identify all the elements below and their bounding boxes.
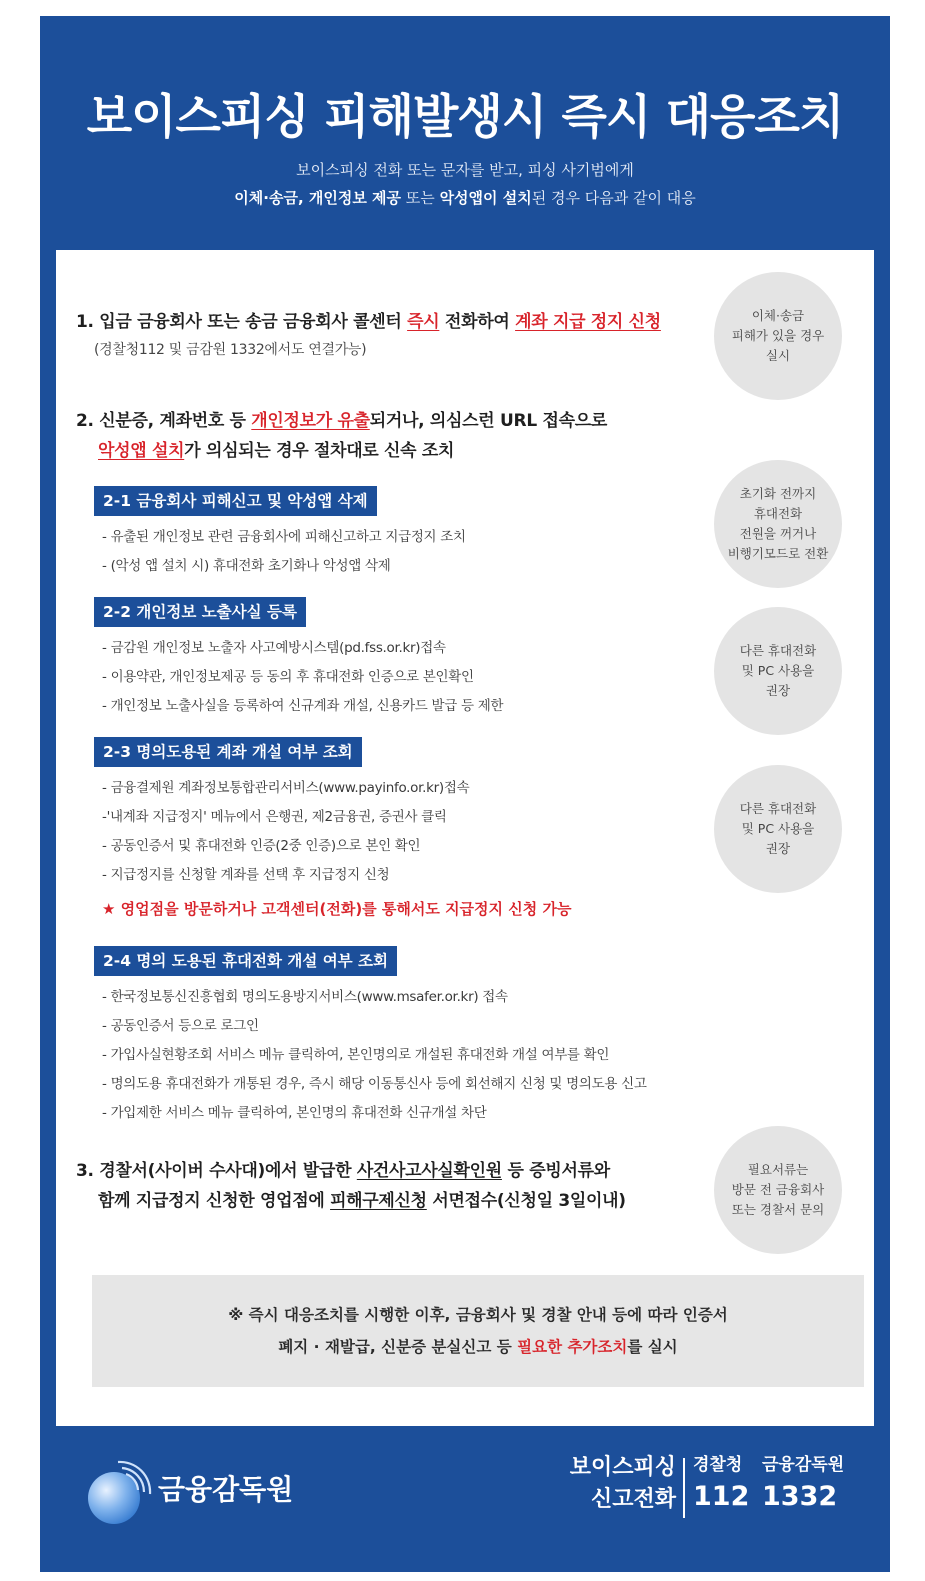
section-2-3-star-note: ★ 영업점을 방문하거나 고객센터(전화)를 통해서도 지급정지 신청 가능 xyxy=(102,900,572,918)
notice-line-2: 폐지 · 재발급, 신분증 분실신고 등 필요한 추가조치를 실시 xyxy=(278,1338,678,1356)
list-item: - (악성 앱 설치 시) 휴대전화 초기화나 악성앱 삭제 xyxy=(102,558,391,574)
page-title: 보이스피싱 피해발생시 즉시 대응조치 xyxy=(86,90,844,145)
poster xyxy=(40,16,890,1572)
police-hotline: 경찰청 112 xyxy=(693,1455,750,1512)
step-2: 2. 신분증, 계좌번호 등 개인정보가 유출되거나, 의심스런 URL 접속으로 악성앱 설치가 의심되는 경우 절차대로 신속 조치 xyxy=(76,411,607,461)
section-2-3-circle: 다른 휴대전화 및 PC 사용을 권장 xyxy=(714,765,842,893)
step-3-circle: 필요서류는 방문 전 금융회사 또는 경찰서 문의 xyxy=(714,1126,842,1254)
section-2-1-heading: 2-1 금융회사 피해신고 및 악성앱 삭제 xyxy=(94,486,377,516)
list-item: - 이용약관, 개인정보제공 등 동의 후 휴대전화 인증으로 본인확인 xyxy=(102,669,474,685)
list-item: - 가입사실현황조회 서비스 메뉴 클릭하여, 본인명의로 개설된 휴대전화 개설 여부를 확인 xyxy=(102,1047,610,1063)
section-2-2-bullets xyxy=(102,634,503,721)
content-panel xyxy=(56,250,874,1426)
subtitle xyxy=(40,156,890,212)
notice-box xyxy=(92,1275,864,1387)
list-item: - 개인정보 노출사실을 등록하여 신규계좌 개설, 신용카드 발급 등 제한 xyxy=(102,698,504,714)
step-1-circle: 이체·송금 피해가 있을 경우 실시 xyxy=(714,272,842,400)
footer-org-name: 금융감독원 xyxy=(158,1473,294,1506)
list-item: - 가입제한 서비스 메뉴 클릭하여, 본인명의 휴대전화 신규개설 차단 xyxy=(102,1105,487,1121)
section-2-1-circle: 초기화 전까지 휴대전화 전원을 꺼거나 비행기모드로 전환 xyxy=(714,460,842,588)
step-1-note: (경찰청112 및 금감원 1332에서도 연결가능) xyxy=(94,342,367,358)
section-2-1-bullets xyxy=(102,523,466,581)
list-item: - 공동인증서 등으로 로그인 xyxy=(102,1018,259,1034)
section-2-3-bullets xyxy=(102,774,469,890)
list-item: - 금감원 개인정보 노출자 사고예방시스템(pd.fss.or.kr)접속 xyxy=(102,640,446,656)
hotline-divider xyxy=(683,1458,685,1518)
list-item: -'내계좌 지급정지' 메뉴에서 은행권, 제2금융권, 증권사 클릭 xyxy=(102,809,447,825)
list-item: - 공동인증서 및 휴대전화 인증(2중 인증)으로 본인 확인 xyxy=(102,838,421,854)
fss-logo-icon xyxy=(84,1456,156,1528)
step-1: 1. 입금 금융회사 또는 송금 금융회사 콜센터 즉시 전화하여 계좌 지급 정지 신청 (경찰청112 및 금감원 1332에서도 연결가능) xyxy=(76,307,661,363)
list-item: - 지급정지를 신청할 계좌를 선택 후 지급정지 신청 xyxy=(102,867,390,883)
list-item: - 금융결제원 계좌정보통합관리서비스(www.payinfo.or.kr)접속 xyxy=(102,780,470,796)
step-3: 3. 경찰서(사이버 수사대)에서 발급한 사건사고사실확인원 등 증빙서류와 함께 지급정지 신청한 영업점에 피해구제신청 서면접수(신청일 3일이내) xyxy=(76,1161,626,1211)
list-item: - 한국정보통신진흥협회 명의도용방지서비스(www.msafer.or.kr) 접속 xyxy=(102,989,508,1005)
section-2-4-bullets xyxy=(102,983,647,1128)
list-item: - 유출된 개인정보 관련 금융회사에 피해신고하고 지급정지 조치 xyxy=(102,529,466,545)
section-2-2-heading: 2-2 개인정보 노출사실 등록 xyxy=(94,597,306,627)
fss-hotline: 금융감독원 1332 xyxy=(762,1455,845,1512)
subtitle-line-1: 보이스피싱 전화 또는 문자를 받고, 피싱 사기범에게 xyxy=(296,161,634,179)
hotline-label: 보이스피싱 신고전화 xyxy=(569,1455,676,1512)
section-2-4-heading: 2-4 명의 도용된 휴대전화 개설 여부 조회 xyxy=(94,946,397,976)
subtitle-line-2: 이체·송금, 개인정보 제공 또는 악성앱이 설치된 경우 다음과 같이 대응 xyxy=(234,189,696,207)
section-2-2-circle: 다른 휴대전화 및 PC 사용을 권장 xyxy=(714,607,842,735)
section-2-3-heading: 2-3 명의도용된 계좌 개설 여부 조회 xyxy=(94,737,362,767)
notice-line-1: ※ 즉시 대응조치를 시행한 이후, 금융회사 및 경찰 안내 등에 따라 인증서 xyxy=(228,1306,728,1324)
list-item: - 명의도용 휴대전화가 개통된 경우, 즉시 해당 이동통신사 등에 회선해지 신청 및 명의도용 신고 xyxy=(102,1076,647,1092)
